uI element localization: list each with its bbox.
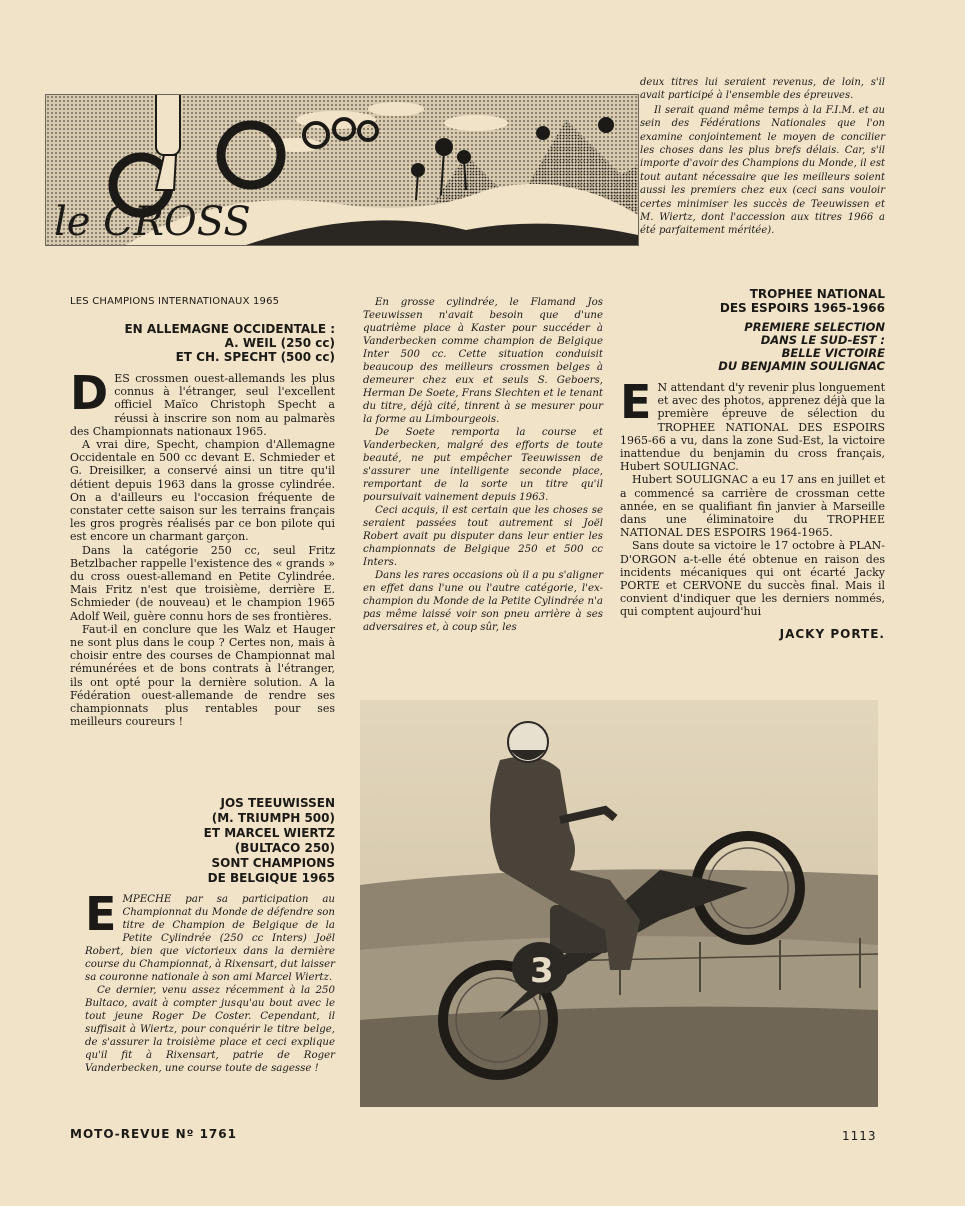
author-signature: JACKY PORTE. (779, 626, 885, 641)
paragraph: Dans la catégorie 250 cc, seul Fritz Betzlbacher rappelle l'existence des « grands » du cross ouest-allemand en Petite Cylindrée. Mais Fritz n'est que troisième, derrière E. Schmieder (de nouveau) et le champion 1965 Adolf Weil, guère connu hors de ses frontières. (70, 543, 335, 623)
paragraph: Ceci acquis, il est certain que les choses se seraient passées tout autrement si Joël Robert avait pu disputer dans leur entier les championnats de Belgique 250 et 500 cc Inters. (363, 505, 603, 568)
first-paragraph (620, 375, 885, 474)
subhead-line: DANS LE SUD-EST : (760, 333, 885, 347)
right-column (620, 287, 885, 641)
headline-line: DES ESPOIRS 1965-1966 (719, 301, 885, 315)
subhead-line: PREMIERE SELECTION (744, 320, 885, 334)
article-body (85, 887, 335, 1075)
paragraph: deux titres lui seraient revenus, de loin, s'il avait participé à l'ensemble des épreuves. (640, 77, 885, 102)
headline-line: DE BELGIQUE 1965 (207, 871, 335, 885)
paragraph: Dans les rares occasions où il a pu s'aligner en effet dans l'une ou l'autre catégorie, l'ex-champion du Monde de la Petite Cylindrée n'a pas même laissé voir son pneu arrière à ses adversaires et, à coup sûr, les (363, 570, 603, 633)
headline-line: (M. TRIUMPH 500) (211, 811, 335, 825)
paragraph: Faut-il en conclure que les Walz et Hauger ne sont plus dans le coup ? Certes non, mais à choisir entre des courses de Championnat mal rémunérées et de bons contrats à l'étranger, ils ont opté pour la dernière solution. A la Fédération ouest-allemande de rendre ses championnats plus rentables pour ses meilleurs coureurs ! (70, 622, 335, 729)
paragraph: De Soete remporta la course et Vanderbecken, malgré des efforts de toute beauté, ne put empêcher Teeuwissen de s'assurer une intelligente seconde place, remportant de la sorte un titre qu'il poursuivait vainement depuis 1963. (363, 427, 603, 503)
headline-line: SONT CHAMPIONS (211, 856, 335, 870)
article-subhead (620, 321, 885, 373)
drop-cap: E (620, 375, 652, 429)
belgium-article (85, 796, 335, 1075)
article-headline (85, 796, 335, 885)
headline-line: TROPHEE NATIONAL (749, 287, 885, 301)
subhead-line: BELLE VICTOIRE (781, 346, 885, 360)
headline-line: ET MARCEL WIERTZ (203, 826, 335, 840)
cross-banner-illustration (45, 94, 639, 246)
headline-line: (BULTACO 250) (234, 841, 335, 855)
banner-art (46, 95, 638, 245)
banner-logo-text: le CROSS (54, 199, 251, 245)
section-kicker: LES CHAMPIONS INTERNATIONAUX 1965 (70, 296, 280, 307)
paragraph: Ce dernier, venu assez récemment à la 250 Bultaco, avait à compter jusqu'au bout avec le tout jeune Roger De Coster. Cependant, il suffisait à Wiertz, pour conquérir le titre belge, de s'assurer la troisième place et ceci explique qu'il fit à Rixensart, patrie de Roger Vanderbecken, une course toute de sagesse ! (85, 985, 335, 1074)
paragraph: Il serait quand même temps à la F.I.M. et au sein des Fédérations Nationales que l'on examine conjointement le moyen de concilier les choses dans les plus brefs délais. Car, s'il importe d'avoir des Champions du Monde, il est tout autant nécessaire que les meilleurs soient aussi les premiers chez eux (ceci sans vouloir certes minimiser les succès de Teeuwissen et M. Wiertz, dont l'accession aux titres 1966 a été parfaitement méritée). (640, 104, 885, 237)
paragraph: Sans doute sa victoire le 17 octobre à PLAN-D'ORGON a-t-elle été obtenue en raison des incidents mécaniques qui ont écarté Jacky PORTE et CERVONE du succès final. Mais il convient d'indiquer que les derniers nommés, qui comptent aujourd'hui (620, 539, 885, 619)
first-paragraph-text: ES crossmen ouest-allemands les plus connus à l'étranger, seul l'excellent officiel Maïco Christoph Specht a réussi à inscrire son nom au palmarès des Championnats nationaux 1965. (70, 372, 335, 438)
page-number: 1113 (842, 1129, 877, 1143)
first-paragraph (70, 366, 335, 438)
magazine-footer: MOTO-REVUE Nº 1761 (70, 1127, 237, 1141)
article-body (620, 375, 885, 619)
article-headline (70, 322, 335, 364)
first-paragraph-text: N attendant d'y revenir plus longuement et avec des photos, apprenez déjà que la première épreuve de sélection du TROPHEE NATIONAL DES ESPOIRS 1965-66 a vu, dans la zone Sud-Est, la victoire inattendue du benjamin du cross français, Hubert SOULIGNAC. (620, 381, 885, 474)
headline-line: EN ALLEMAGNE OCCIDENTALE : (124, 322, 335, 336)
drop-cap: D (70, 366, 109, 420)
paragraph: En grosse cylindrée, le Flamand Jos Teeuwissen n'avait besoin que d'une quatrième place à Kaster pour succéder à Vanderbecken comme champion de Belgique Inter 500 cc. Cette situation conduisit beaucoup des meilleurs crossmen belges à demeurer chez eux et seuls S. Geboers, Herman De Soete, Frans Slechten et le tenant du titre, déjà cité, tinrent à se mesurer pour la forme au Limbourgeois. (363, 297, 603, 425)
rider-jump-photo (360, 700, 878, 1107)
headline-line: A. WEIL (250 cc) (224, 336, 335, 350)
headline-line: JOS TEEUWISSEN (220, 796, 335, 810)
subhead-line: DU BENJAMIN SOULIGNAC (718, 359, 885, 373)
motocross-photo (360, 700, 878, 1107)
number-plate: 3 (530, 951, 554, 991)
first-paragraph-text: MPECHE par sa participation au Championnat du Monde de défendre son titre de Champion de Belgique de la Petite Cylindrée (250 cc Inters) Joël Robert, bien que victorieux dans la dernière course du Championnat, à Rixensart, dut laisser sa couronne nationale à son ami Marcel Wiertz. (85, 894, 335, 983)
article-body (70, 366, 335, 729)
left-column (70, 296, 335, 728)
paragraph: Hubert SOULIGNAC a eu 17 ans en juillet et a commencé sa carrière de crossman cette année, en se qualifiant fin janvier à Marseille dans une éliminatoire du TROPHEE NATIONAL DES ESPOIRS 1964-1965. (620, 473, 885, 540)
drop-cap: E (85, 887, 117, 941)
headline-line: ET CH. SPECHT (500 cc) (175, 350, 335, 364)
top-right-continuation (640, 76, 885, 239)
first-paragraph (85, 887, 335, 984)
middle-column (363, 296, 603, 634)
paragraph: A vrai dire, Specht, champion d'Allemagne Occidentale en 500 cc devant E. Schmieder et G. Dreisilker, a conservé ainsi un titre qu'il détient depuis 1963 dans la grosse cylindrée. On a d'ailleurs eu l'occasion fréquente de constater cette saison sur les terrains français les gros progrès réalisés par ce bon pilote qui est encore un charmant garçon. (70, 438, 335, 544)
